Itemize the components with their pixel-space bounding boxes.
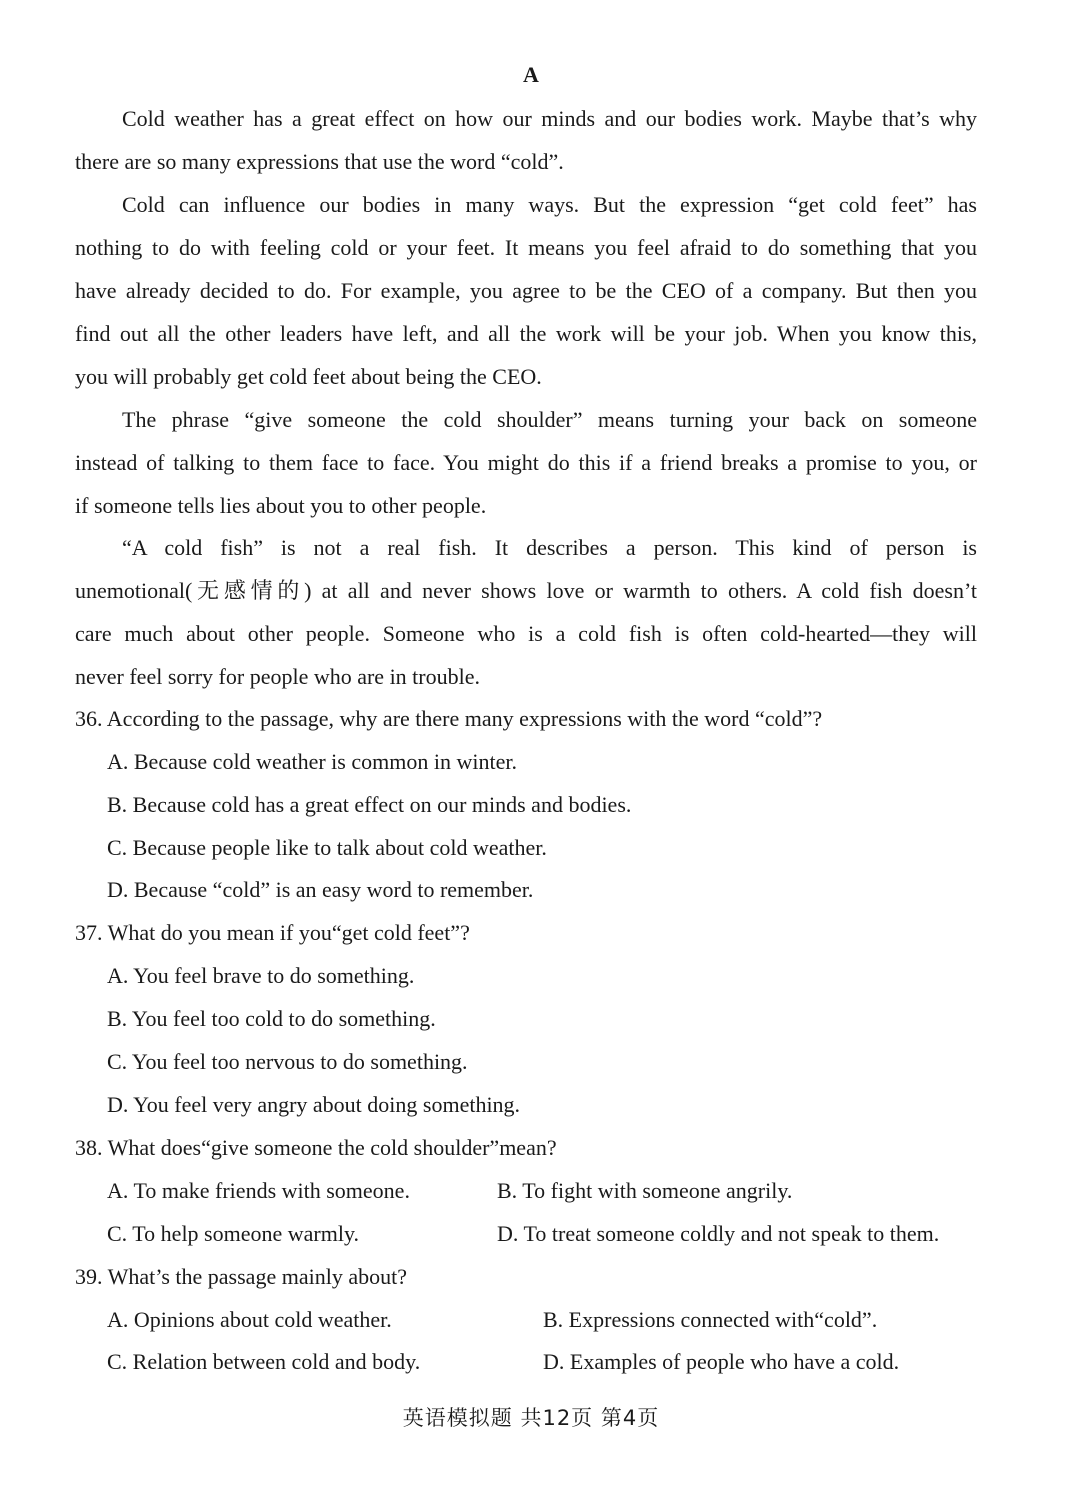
passage-line: there are so many expressions that use the word “cold”. — [75, 149, 564, 174]
passage-line: “A cold fish” is not a real fish. It describes a person. This kind of person is — [122, 535, 977, 560]
passage-line: instead of talking to them face to face. You might do this if a friend breaks a promise to you, or — [75, 450, 977, 475]
passage-line: never feel sorry for people who are in trouble. — [75, 664, 481, 689]
answer-option: D. To treat someone coldly and not speak to them. — [497, 1221, 940, 1246]
passage-line: if someone tells lies about you to other people. — [75, 493, 487, 518]
answer-option: A. To make friends with someone. — [107, 1178, 410, 1203]
passage-line: The phrase “give someone the cold shoulder” means turning your back on someone — [122, 407, 977, 432]
question-stem: 36. According to the passage, why are there many expressions with the word “cold”? — [75, 706, 823, 731]
answer-option: D. Examples of people who have a cold. — [543, 1349, 900, 1374]
section-heading: A — [523, 62, 539, 87]
answer-option: A. Because cold weather is common in winter. — [107, 749, 517, 774]
question-stem: 37. What do you mean if you“get cold feet”? — [75, 920, 470, 945]
passage-line: find out all the other leaders have left, and all the work will be your job. When you know this, — [75, 321, 977, 346]
answer-option: B. Expressions connected with“cold”. — [543, 1307, 878, 1332]
answer-option: B. To fight with someone angrily. — [497, 1178, 793, 1203]
question-stem: 39. What’s the passage mainly about? — [75, 1264, 407, 1289]
answer-option: B. You feel too cold to do something. — [107, 1006, 436, 1031]
answer-option: C. Because people like to talk about cold weather. — [107, 835, 547, 860]
page-footer: 英语模拟题 共12页 第4页 — [402, 1406, 660, 1430]
answer-option: D. You feel very angry about doing something. — [107, 1092, 521, 1117]
answer-option: A. Opinions about cold weather. — [107, 1307, 392, 1332]
passage-line: have already decided to do. For example, you agree to be the CEO of a company. But then you — [75, 278, 977, 303]
answer-option: B. Because cold has a great effect on our minds and bodies. — [107, 792, 632, 817]
passage-line: Cold weather has a great effect on how our minds and our bodies work. Maybe that’s why — [122, 106, 977, 131]
answer-option: A. You feel brave to do something. — [107, 963, 415, 988]
passage-line: care much about other people. Someone who is a cold fish is often cold-hearted—they will — [75, 621, 977, 646]
passage-line: nothing to do with feeling cold or your feet. It means you feel afraid to do something that you — [75, 235, 977, 260]
answer-option: C. You feel too nervous to do something. — [107, 1049, 468, 1074]
passage-line: unemotional(无感情的) at all and never shows love or warmth to others. A cold fish doesn’t — [75, 578, 977, 603]
passage-line: Cold can influence our bodies in many ways. But the expression “get cold feet” has — [122, 192, 977, 217]
answer-option: C. To help someone warmly. — [107, 1221, 360, 1246]
passage-line: you will probably get cold feet about being the CEO. — [75, 364, 542, 389]
answer-option: D. Because “cold” is an easy word to remember. — [107, 877, 534, 902]
question-stem: 38. What does“give someone the cold shoulder”mean? — [75, 1135, 557, 1160]
answer-option: C. Relation between cold and body. — [107, 1349, 421, 1374]
